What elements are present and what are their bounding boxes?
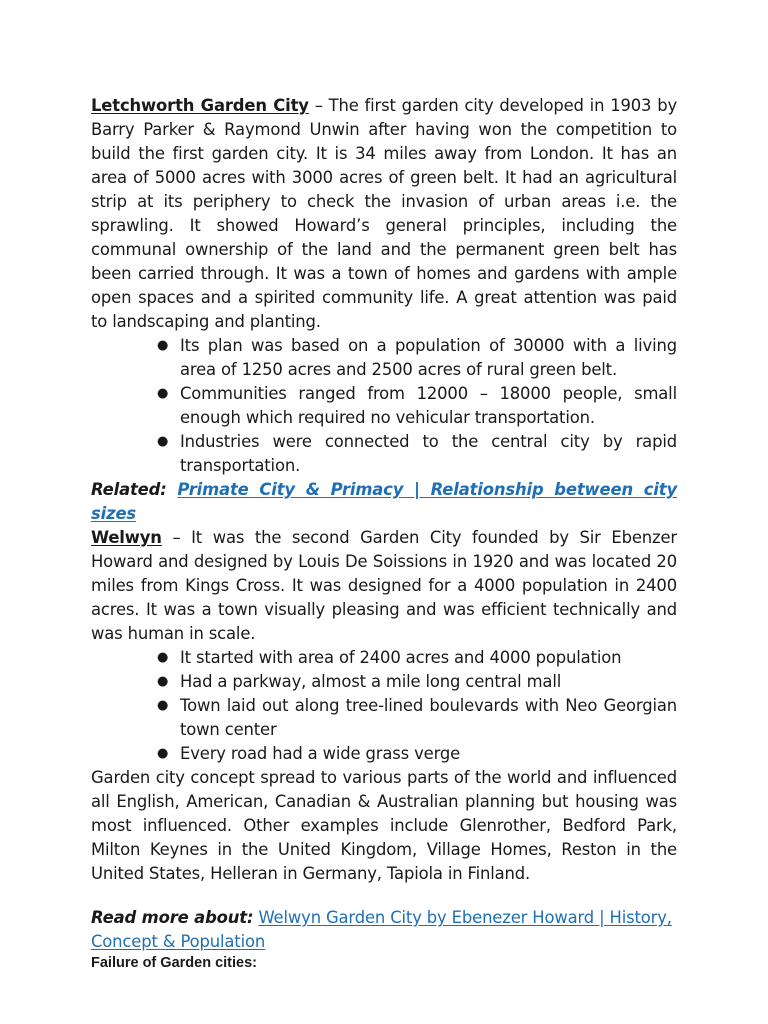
letchworth-bullet-list [91, 334, 677, 478]
list-item: ● It started with area of 2400 acres and 4000 population [180, 646, 677, 670]
list-item: ● Town laid out along tree-lined boulevards with Neo Georgian town center [157, 696, 677, 739]
failure-heading: Failure of Garden cities: [91, 955, 257, 971]
bullet-icon: ● [157, 386, 169, 401]
letchworth-term: Letchworth Garden City [91, 96, 309, 115]
bullet-icon: ● [157, 434, 169, 449]
read-more-label: Read more about: [91, 908, 254, 927]
list-item: ● Its plan was based on a population of 30000 with a living area of 1250 acres and 2500 acres of rural green belt. [157, 336, 677, 379]
welwyn-term: Welwyn [91, 528, 162, 547]
concept-paragraph: Garden city concept spread to various parts of the world and influenced all English, American, Canadian & Australian planning but housing was most influenced. Other examples include Glenrother, Bedford Park, Milton Keynes in the United Kingdom, Village Homes, Reston in the United States, Helleran in Germany, Tapiola in Finland. [91, 768, 677, 883]
letchworth-paragraph [91, 94, 677, 334]
list-item: ● Every road had a wide grass verge [180, 742, 677, 766]
bullet-icon: ● [157, 650, 169, 665]
welwyn-bullet-list [91, 646, 677, 766]
related-label: Related: [91, 480, 167, 499]
list-item: ● Had a parkway, almost a mile long central mall [180, 670, 677, 694]
read-more-link[interactable]: Welwyn Garden City by Ebenezer Howard | History, Concept & Population [91, 908, 672, 951]
bullet-icon: ● [157, 698, 169, 713]
related-line [91, 478, 677, 526]
bullet-icon: ● [157, 674, 169, 689]
document-page [91, 94, 677, 972]
list-item: ● Communities ranged from 12000 – 18000 people, small enough which required no vehicular transportation. [157, 384, 677, 427]
read-more-line [91, 906, 677, 954]
letchworth-text: – The first garden city developed in 1903 by Barry Parker & Raymond Unwin after having won the competition to build the first garden city. It is 34 miles away from London. It has an area of 5000 acres with 3000 acres of green belt. It had an agricultural strip at its periphery to check the invasion of urban areas i.e. the sprawling. It showed Howard’s general principles, including the communal ownership of the land and the permanent green belt has been carried through. It was a town of homes and gardens with ample open spaces and a spirited community life. A great attention was paid to landscaping and planting. [91, 96, 677, 331]
welwyn-text: – It was the second Garden City founded by Sir Ebenzer Howard and designed by Louis De Soissions in 1920 and was located 20 miles from Kings Cross. It was designed for a 4000 population in 2400 acres. It was a town visually pleasing and was efficient technically and was human in scale. [91, 528, 677, 643]
welwyn-paragraph [91, 526, 677, 646]
list-item: ● Industries were connected to the central city by rapid transportation. [157, 432, 677, 475]
related-link[interactable]: Primate City & Primacy | Relationship between city sizes [91, 480, 677, 523]
bullet-icon: ● [157, 338, 169, 353]
bullet-icon: ● [157, 746, 169, 761]
